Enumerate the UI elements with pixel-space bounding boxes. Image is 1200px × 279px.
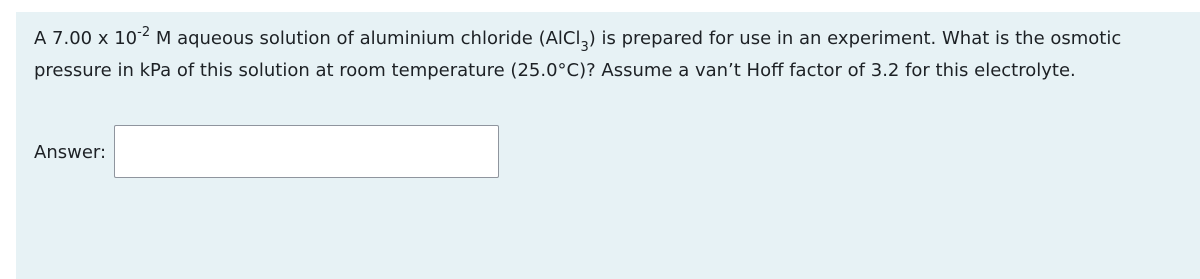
question-panel [16,12,1200,279]
question-text-part1: A 7.00 x 10 [34,28,138,49]
question-text-part3: ) is prepared for use in an experiment. What is the osmotic pressure in kPa of this solution at room temperature (25.0°C)? Assume a van’t Hoff factor of 3.2 for this electrolyte. [34,28,1122,81]
question-text-part2: M aqueous solution of aluminium chloride (AlCl [150,28,581,49]
question-exponent: -2 [137,25,151,40]
answer-label: Answer: [34,142,107,163]
answer-input[interactable] [114,125,499,178]
question-text [34,23,1194,87]
question-subscript: 3 [580,39,589,55]
